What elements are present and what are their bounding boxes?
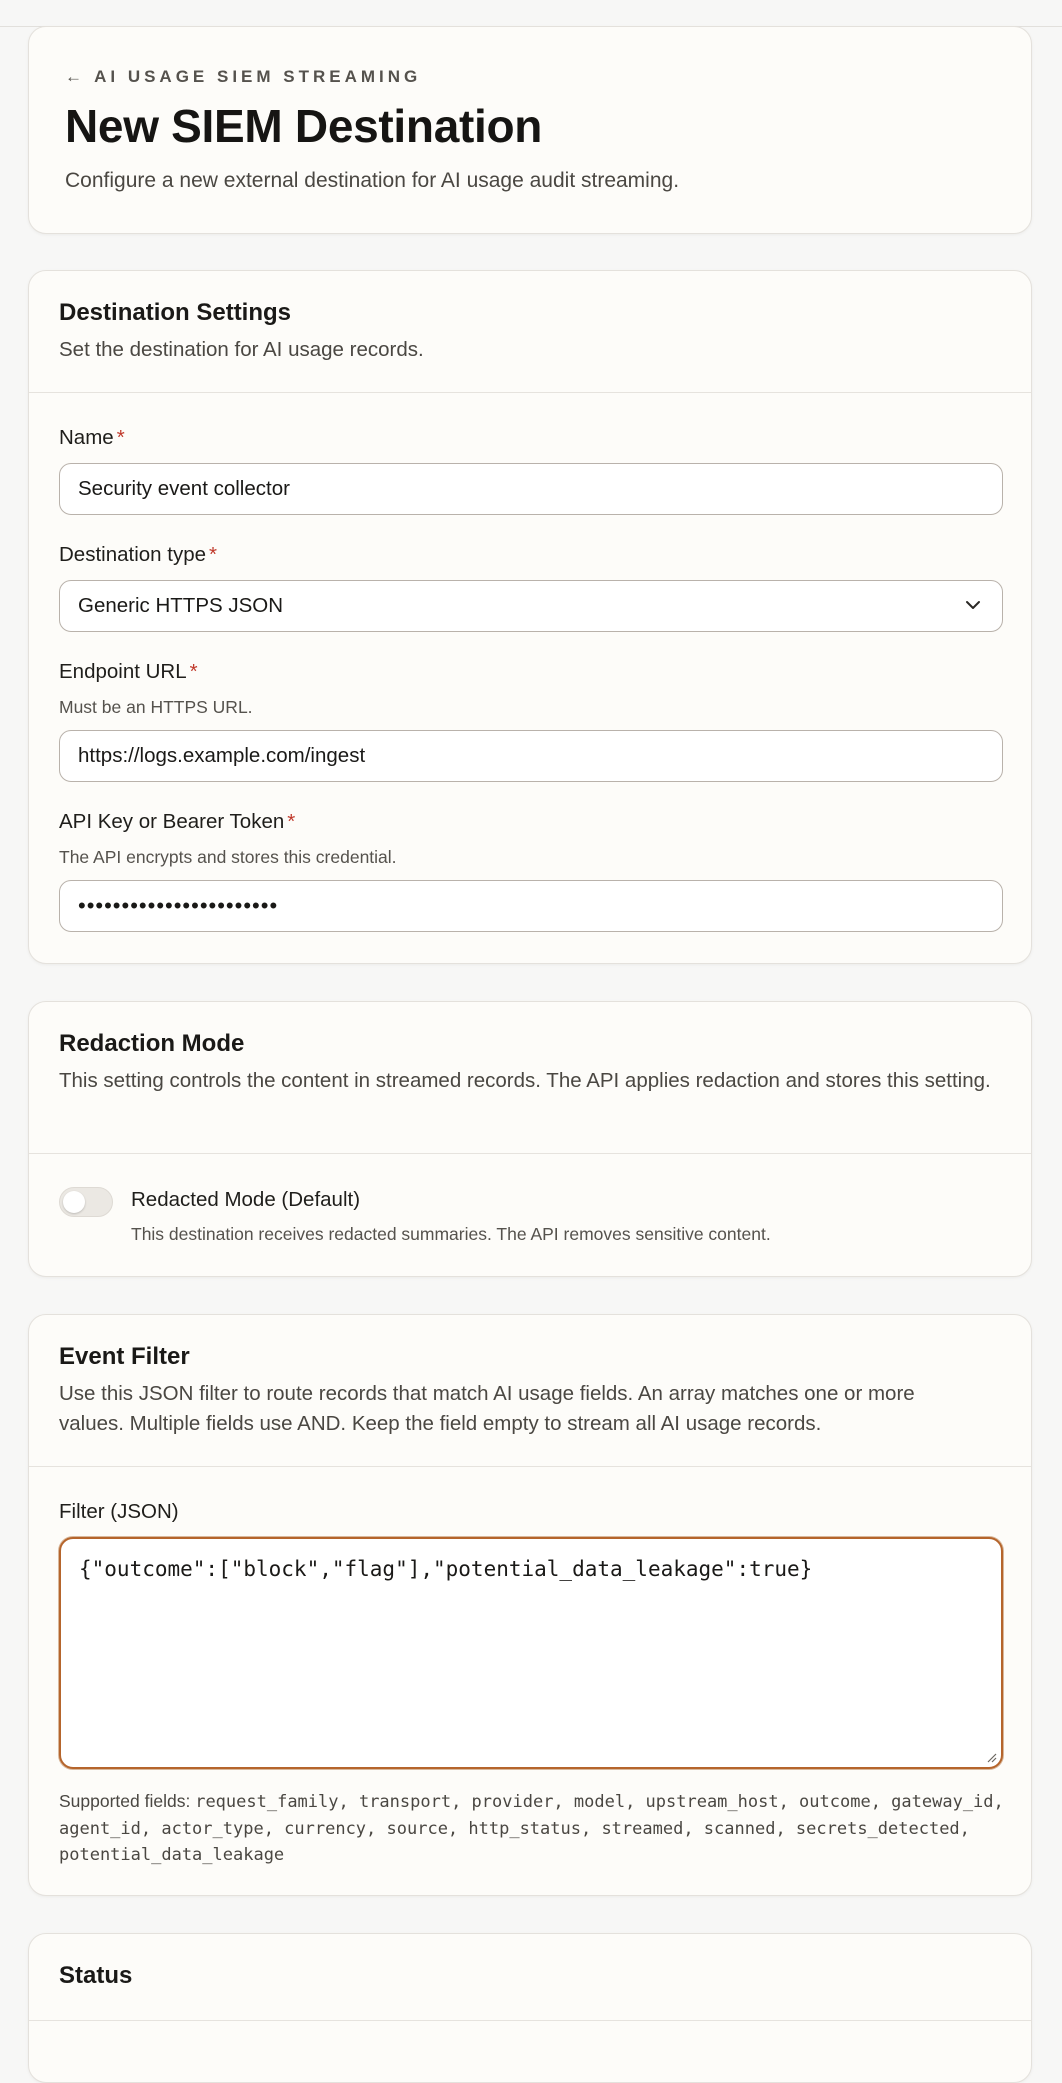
- name-input[interactable]: Security event collector: [59, 463, 1003, 515]
- endpoint-url-hint: Must be an HTTPS URL.: [59, 697, 253, 717]
- section-description: This setting controls the content in streamed records. The API applies redaction and stores this setting.: [59, 1069, 991, 1092]
- api-token-hint: The API encrypts and stores this credential.: [59, 847, 397, 867]
- section-title: Status: [59, 1962, 133, 1989]
- section-divider: [29, 1466, 1031, 1467]
- toggle-knob: [63, 1191, 85, 1213]
- name-label: Name *: [59, 426, 125, 449]
- resize-grip-icon[interactable]: [985, 1751, 997, 1763]
- destination-settings-card: [28, 270, 1032, 964]
- filter-json-textarea[interactable]: [59, 1537, 1003, 1769]
- page-title: New SIEM Destination: [65, 100, 543, 152]
- status-card: [28, 1933, 1032, 2083]
- api-token-label: API Key or Bearer Token *: [59, 810, 296, 833]
- endpoint-url-input[interactable]: https://logs.example.com/ingest: [59, 730, 1003, 782]
- required-marker: *: [189, 660, 198, 683]
- section-title: Destination Settings: [59, 299, 292, 326]
- supported-fields-list: request_family, transport, provider, model, upstream_host, outcome, gateway_id, agent_id, actor_type, currency, source, http_status, streamed, scanned, secrets_detected, potential_data_leakage: [59, 1792, 1004, 1865]
- section-description: Set the destination for AI usage records.: [59, 338, 424, 361]
- redaction-mode-card: [28, 1001, 1032, 1277]
- section-title: Redaction Mode: [59, 1030, 245, 1057]
- api-token-input[interactable]: •••••••••••••••••••••••: [59, 880, 1003, 932]
- event-filter-card: [28, 1314, 1032, 1896]
- redacted-mode-label: Redacted Mode (Default): [131, 1188, 361, 1211]
- destination-type-label: Destination type *: [59, 543, 217, 566]
- page-header-card: [28, 26, 1032, 234]
- chevron-down-icon: [964, 596, 982, 614]
- section-divider: [29, 2020, 1031, 2021]
- required-marker: *: [116, 426, 125, 449]
- section-divider: [29, 392, 1031, 393]
- redacted-mode-toggle[interactable]: [59, 1187, 113, 1217]
- section-description: Use this JSON filter to route records that match AI usage fields. An array matches one or more values. Multiple fields use AND. Keep the field empty to stream all AI usage records.: [59, 1382, 915, 1435]
- redacted-mode-hint: This destination receives redacted summaries. The API removes sensitive content.: [131, 1224, 771, 1244]
- section-divider: [29, 1153, 1031, 1154]
- required-marker: *: [287, 810, 296, 833]
- back-link[interactable]: ← AI USAGE SIEM STREAMING: [65, 67, 422, 86]
- filter-json-value: {"outcome":["block","flag"],"potential_data_leakage":true}: [79, 1557, 813, 1581]
- endpoint-url-label: Endpoint URL *: [59, 660, 198, 683]
- supported-fields-note: Supported fields: request_family, transport, provider, model, upstream_host, outcome, gateway_id, agent_id, actor_type, currency, source, http_status, streamed, scanned, secrets_detected, potential_data_leakage: [59, 1791, 1004, 1865]
- destination-type-select[interactable]: Generic HTTPS JSON: [59, 580, 1003, 632]
- section-title: Event Filter: [59, 1343, 190, 1370]
- page-subtitle: Configure a new external destination for AI usage audit streaming.: [65, 169, 680, 192]
- required-marker: *: [209, 543, 217, 566]
- filter-json-label: Filter (JSON): [59, 1500, 179, 1523]
